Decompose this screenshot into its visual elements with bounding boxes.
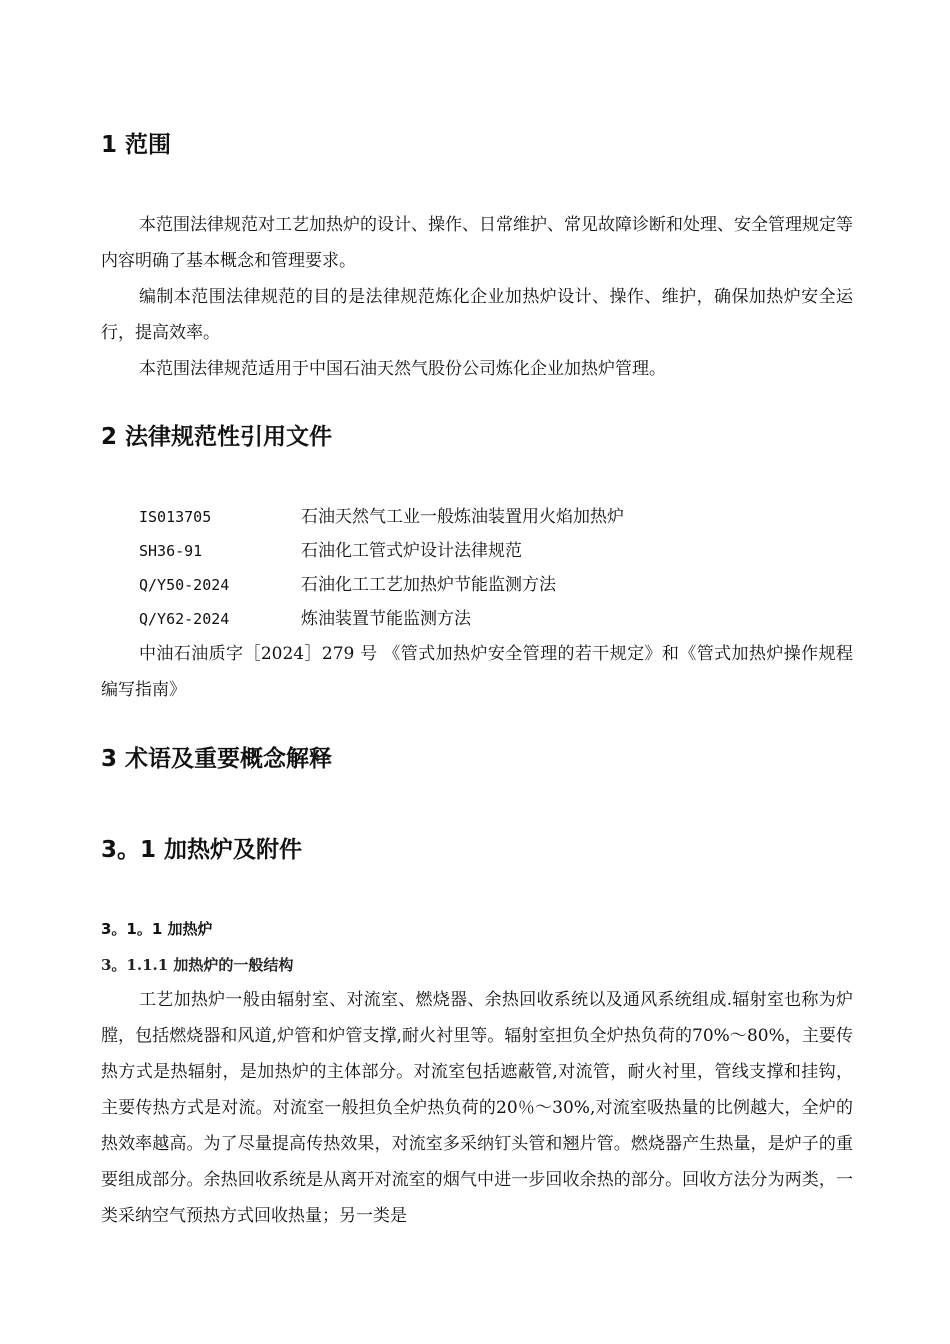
- reference-row: [139, 602, 853, 636]
- reference-title: 石油天然气工业一般炼油装置用火焰加热炉: [301, 507, 624, 527]
- reference-row: [139, 534, 853, 568]
- reference-title: 石油化工管式炉设计法律规范: [301, 541, 522, 561]
- section-3-heading: 3 术语及重要概念解释: [101, 746, 333, 772]
- section-3-body-paragraph: 工艺加热炉一般由辐射室、对流室、燃烧器、余热回收系统以及通风系统组成.辐射室也称为炉膛，包括燃烧器和风道,炉管和炉管支撑,耐火衬里等。辐射室担负全炉热负荷的70%～80%，主要传热方式是热辐射，是加热炉的主体部分。对流室包括遮蔽管,对流管，耐火衬里，管线支撑和挂钩，主要传热方式是对流。对流室一般担负全炉热负荷的20％～30%,对流室吸热量的比例越大，全炉的热效率越高。为了尽量提高传热效果，对流室多采纳钉头管和翘片管。燃烧器产生热量，是炉子的重要组成部分。余热回收系统是从离开对流室的烟气中进一步回收余热的部分。回收方法分为两类，一类采纳空气预热方式回收热量；另一类是: [101, 990, 853, 1226]
- section-1-paragraph-1: 本范围法律规范对工艺加热炉的设计、操作、日常维护、常见故障诊断和处理、安全管理规定等内容明确了基本概念和管理要求。: [101, 215, 853, 271]
- section-1-paragraph-3: 本范围法律规范适用于中国石油天然气股份公司炼化企业加热炉管理。: [139, 359, 666, 379]
- section-3-1-1-heading: 3。1。1 加热炉: [101, 920, 213, 938]
- reference-row: [139, 500, 853, 534]
- section-1-paragraph-2: 编制本范围法律规范的目的是法律规范炼化企业加热炉设计、操作、维护，确保加热炉安全运行，提高效率。: [101, 287, 853, 343]
- reference-code: SH36-91: [139, 542, 203, 560]
- section-1-heading: 1 范围: [101, 132, 172, 158]
- reference-row: [139, 568, 853, 602]
- reference-code: IS013705: [139, 508, 212, 526]
- section-3-1-heading: 3。1 加热炉及附件: [101, 837, 303, 863]
- reference-extra-paragraph: 中油石油质字［2024］279 号 《管式加热炉安全管理的若干规定》和《管式加热炉操作规程编写指南》: [101, 644, 853, 700]
- reference-title: 石油化工工艺加热炉节能监测方法: [301, 575, 556, 595]
- reference-title: 炼油装置节能监测方法: [301, 609, 471, 629]
- reference-code: Q/Y50-2024: [139, 576, 230, 594]
- reference-code: Q/Y62-2024: [139, 610, 230, 628]
- section-3-1-1-1-heading: 3。1.1.1 加热炉的一般结构: [101, 956, 294, 974]
- section-2-heading: 2 法律规范性引用文件: [101, 424, 333, 450]
